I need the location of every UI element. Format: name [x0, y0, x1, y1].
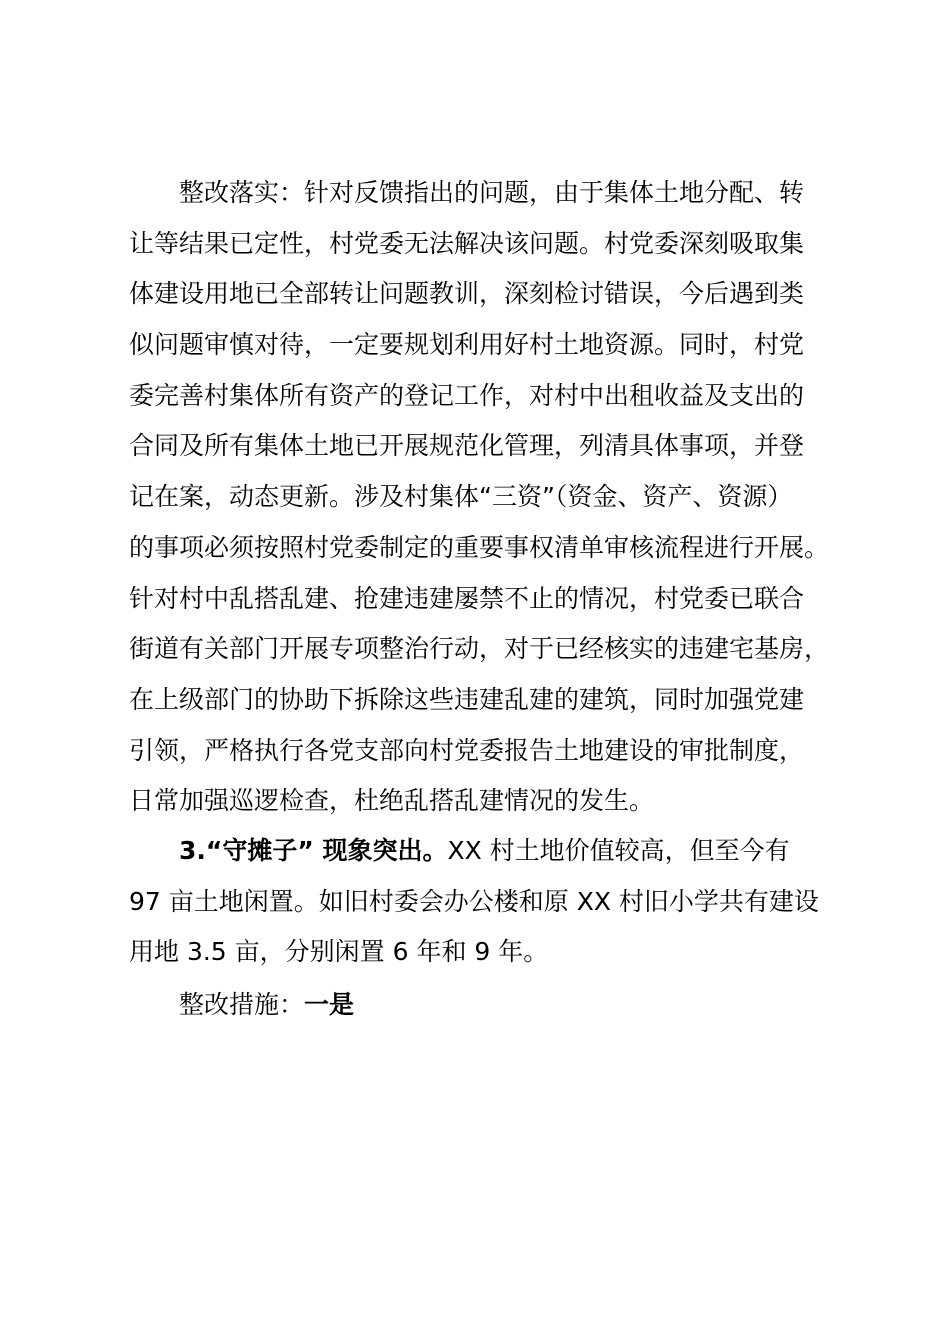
paragraph-rectification-measures [129, 980, 841, 1031]
paragraph-line: 针对村中乱搭乱建、抢建违建屡禁不止的情况，村党委已联合 [129, 583, 805, 613]
paragraph-line: 日常加强巡逻检查，杜绝乱搭乱建情况的发生。 [129, 786, 655, 816]
paragraph-line [129, 980, 841, 1031]
paragraph-line: 街道有关部门开展专项整治行动，对于已经核实的违建宅基房， [129, 634, 830, 664]
paragraph-line [129, 826, 841, 877]
measures-label: 整改措施： [179, 990, 305, 1019]
paragraph-line: 整改落实：针对反馈指出的问题，由于集体土地分配、转 [179, 178, 805, 207]
section-heading: 3.“守摊子” 现象突出。 [179, 836, 448, 865]
paragraph-line: 似问题审慎对待，一定要规划利用好村土地资源。同时，村党 [129, 330, 805, 360]
paragraph-line: 体建设用地已全部转让问题教训，深刻检讨错误，今后遇到类 [129, 279, 805, 309]
measures-first-item: 一是 [304, 990, 355, 1019]
paragraph-line: 记在案，动态更新。涉及村集体“三资”（资金、资产、资源） [129, 482, 793, 512]
paragraph-line: 用地 3.5 亩，分别闲置 6 年和 9 年。 [129, 937, 549, 967]
paragraph-idle-land-issue [129, 826, 841, 978]
heading-continuation: XX 村土地价值较高，但至今有 [447, 836, 790, 865]
paragraph-line: 在上级部门的协助下拆除这些违建乱建的建筑，同时加强党建 [129, 684, 805, 714]
paragraph-line: 合同及所有集体土地已开展规范化管理，列清具体事项，并登 [129, 431, 805, 461]
paragraph-line: 委完善村集体所有资产的登记工作，对村中出租收益及支出的 [129, 380, 805, 410]
paragraph-line: 97 亩土地闲置。如旧村委会办公楼和原 XX 村旧小学共有建设 [129, 886, 819, 916]
paragraph-line: 引领，严格执行各党支部向村党委报告土地建设的审批制度， [129, 735, 805, 765]
paragraph-line: 让等结果已定性，村党委无法解决该问题。村党委深刻吸取集 [129, 228, 805, 258]
paragraph-line: 的事项必须按照村党委制定的重要事权清单审核流程进行开展。 [129, 532, 830, 562]
paragraph-rectification-implementation [129, 168, 841, 827]
